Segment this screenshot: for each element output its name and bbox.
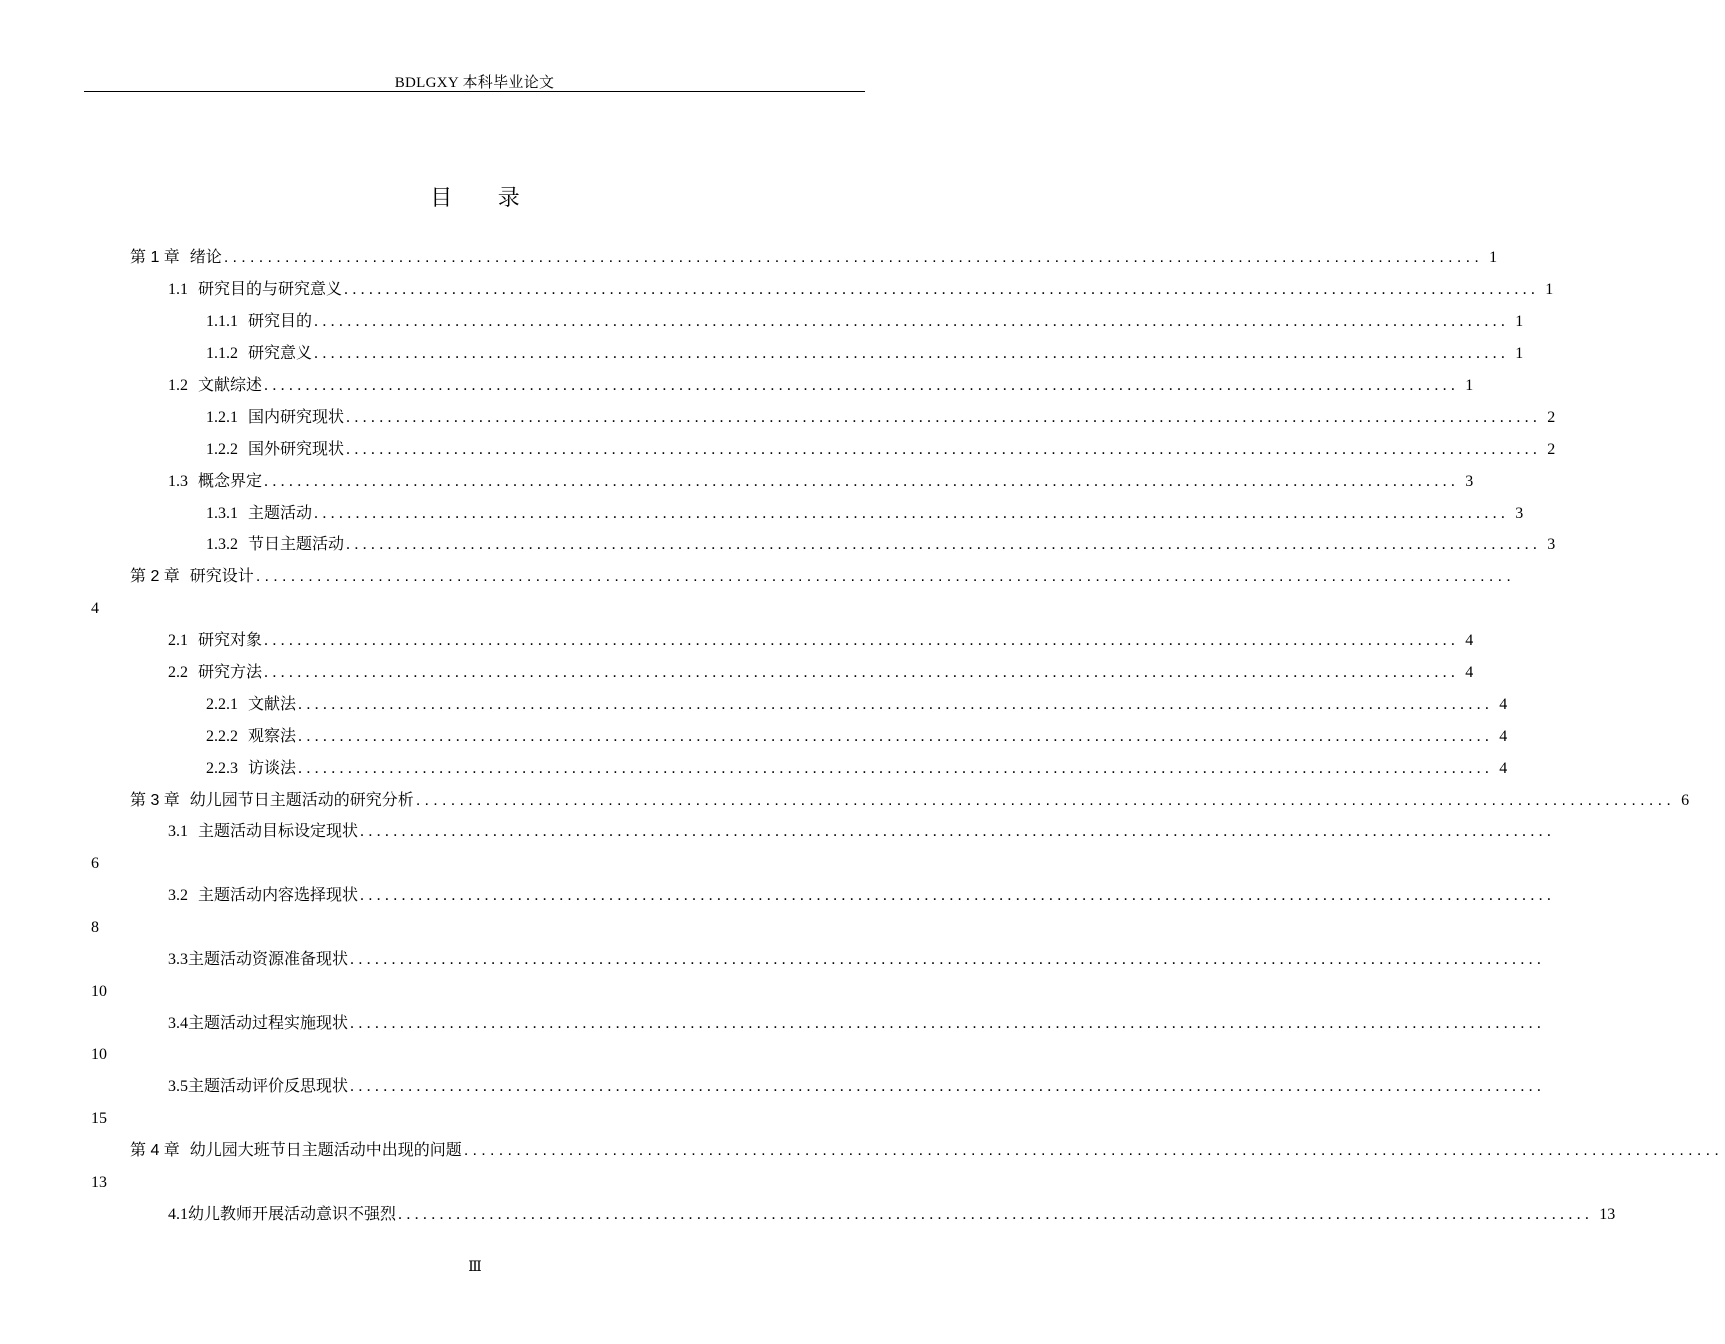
toc-entry-number: 1.1.1	[206, 313, 238, 330]
toc-leader-dots: ................................................................................................................................................	[360, 887, 1556, 904]
toc-entry-label: 国内研究现状	[248, 409, 345, 426]
toc-entry-number: 第 1 章	[130, 249, 180, 266]
toc-entry-page: 10	[91, 983, 107, 1000]
toc-entry-label: 幼儿园节日主题活动的研究分析	[189, 792, 414, 809]
toc-entry-label: 研究意义	[248, 345, 313, 362]
toc-entry-label: 主题活动资源准备现状	[188, 951, 349, 968]
toc-entry-label: 研究目的	[248, 313, 313, 330]
toc-entry-number: 第 3 章	[130, 792, 180, 809]
toc-entry-page: 6	[91, 855, 99, 872]
toc-entry-page: 4	[1499, 760, 1508, 777]
toc-entry-page: 3	[1547, 536, 1556, 553]
toc-entry-label: 文献综述	[198, 377, 263, 394]
toc-leader-dots: ................................................................................................................................................	[255, 568, 1516, 585]
toc-entry-number: 2.1	[168, 632, 188, 649]
toc-entry-page: 4	[1465, 632, 1474, 649]
toc-leader-dots: ................................................................................................................................................	[264, 664, 1460, 681]
running-header: BDLGXY 本科毕业论文	[394, 75, 555, 91]
toc-leader-dots: ................................................................................................................................................	[360, 823, 1556, 840]
toc-entry-page: 6	[1681, 792, 1690, 809]
toc-entry-number: 1.3.2	[206, 536, 238, 553]
toc-entry-number: 1.1.2	[206, 345, 238, 362]
toc-entry-label: 主题活动目标设定现状	[198, 823, 359, 840]
toc-entry-label: 研究方法	[198, 664, 263, 681]
toc-entry-number: 2.2.2	[206, 728, 238, 745]
toc-entry-number: 1.1	[168, 281, 188, 298]
toc-leader-dots: ................................................................................................................................................	[350, 951, 1546, 968]
toc-title: 目 录	[430, 185, 540, 210]
page-number: Ⅲ	[468, 1260, 482, 1275]
toc-entry[interactable]	[206, 759, 1508, 779]
toc-entry-number: 3.2	[168, 887, 188, 904]
toc-leader-dots: ................................................................................................................................................	[223, 249, 1484, 266]
toc-entry[interactable]	[206, 312, 1524, 332]
toc-entry-label: 文献法	[248, 696, 297, 713]
toc-entry-page: 8	[91, 919, 99, 936]
toc-entry-number: 2.2.3	[206, 760, 238, 777]
toc-leader-dots: ................................................................................................................................................	[314, 505, 1510, 522]
toc-entry-page: 13	[1599, 1206, 1616, 1223]
toc-leader-dots: ................................................................................................................................................	[398, 1206, 1594, 1223]
toc-entry-label: 研究目的与研究意义	[198, 281, 343, 298]
toc-entry[interactable]	[206, 344, 1524, 364]
toc-entry[interactable]	[168, 886, 1556, 906]
toc-entry[interactable]	[130, 248, 1498, 268]
toc-entry[interactable]	[130, 1141, 1724, 1161]
toc-entry[interactable]	[130, 791, 1690, 811]
toc-entry-page: 10	[91, 1046, 107, 1063]
toc-entry[interactable]	[168, 472, 1474, 492]
toc-leader-dots: ................................................................................................................................................	[298, 696, 1494, 713]
toc-leader-dots: ................................................................................................................................................	[346, 536, 1542, 553]
toc-entry-number: 1.2	[168, 377, 188, 394]
toc-entry-label: 主题活动内容选择现状	[198, 887, 359, 904]
toc-entry-number: 3.3	[168, 951, 188, 968]
toc-entry-page: 1	[1465, 377, 1474, 394]
toc-leader-dots: ................................................................................................................................................	[350, 1015, 1546, 1032]
toc-entry-label: 研究对象	[198, 632, 263, 649]
toc-entry-page: 1	[1515, 313, 1524, 330]
toc-leader-dots: ................................................................................................................................................	[314, 313, 1510, 330]
toc-entry-page: 13	[91, 1174, 107, 1191]
header-rule	[84, 91, 865, 92]
toc-entry[interactable]	[168, 1077, 1546, 1097]
toc-entry[interactable]	[206, 535, 1556, 555]
toc-entry[interactable]	[168, 663, 1474, 683]
toc-entry-label: 绪论	[189, 249, 222, 266]
toc-entry-page: 2	[1547, 441, 1556, 458]
toc-entry[interactable]	[168, 950, 1546, 970]
toc-leader-dots: ................................................................................................................................................	[264, 377, 1460, 394]
toc-entry[interactable]	[206, 440, 1556, 460]
toc-entry-label: 主题活动	[248, 505, 313, 522]
toc-entry[interactable]	[206, 695, 1508, 715]
toc-entry-number: 2.2	[168, 664, 188, 681]
toc-entry-page: 4	[1499, 728, 1508, 745]
toc-entry-page: 1	[1489, 249, 1498, 266]
toc-entry-number: 3.1	[168, 823, 188, 840]
toc-entry[interactable]	[168, 1014, 1546, 1034]
toc-entry-label: 观察法	[248, 728, 297, 745]
toc-entry[interactable]	[168, 376, 1474, 396]
toc-leader-dots: ................................................................................................................................................	[298, 760, 1494, 777]
toc-entry-number: 1.3.1	[206, 505, 238, 522]
toc-entry-page: 1	[1545, 281, 1554, 298]
toc-leader-dots: ................................................................................................................................................	[298, 728, 1494, 745]
toc-entry-label: 主题活动评价反思现状	[188, 1078, 349, 1095]
toc-entry-page: 2	[1547, 409, 1556, 426]
toc-entry[interactable]	[168, 1205, 1616, 1225]
toc-leader-dots: ................................................................................................................................................	[264, 473, 1460, 490]
toc-entry-label: 幼儿教师开展活动意识不强烈	[188, 1206, 397, 1223]
toc-entry[interactable]	[168, 822, 1556, 842]
toc-entry-number: 1.2.2	[206, 441, 238, 458]
toc-leader-dots: ................................................................................................................................................	[264, 632, 1460, 649]
toc-entry[interactable]	[206, 408, 1556, 428]
toc-leader-dots: ................................................................................................................................................	[346, 441, 1542, 458]
toc-leader-dots: ................................................................................................................................................	[344, 281, 1540, 298]
toc-entry-page: 3	[1465, 473, 1474, 490]
toc-entry-number: 3.5	[168, 1078, 188, 1095]
toc-entry-label: 幼儿园大班节日主题活动中出现的问题	[189, 1142, 462, 1159]
toc-entry-page: 3	[1515, 505, 1524, 522]
toc-leader-dots: ................................................................................................................................................	[314, 345, 1510, 362]
toc-entry-number: 1.3	[168, 473, 188, 490]
toc-entry-page: 1	[1515, 345, 1524, 362]
toc-leader-dots: ................................................................................................................................................	[415, 792, 1676, 809]
toc-entry-number: 1.2.1	[206, 409, 238, 426]
toc-entry-label: 访谈法	[248, 760, 297, 777]
toc-entry-page: 4	[1499, 696, 1508, 713]
toc-entry-number: 第 2 章	[130, 568, 180, 585]
toc-entry-number: 2.2.1	[206, 696, 238, 713]
toc-entry-page: 4	[91, 600, 99, 617]
toc-entry[interactable]	[168, 631, 1474, 651]
toc-entry-label: 研究设计	[189, 568, 254, 585]
toc-entry-label: 节日主题活动	[248, 536, 345, 553]
toc-entry[interactable]	[206, 727, 1508, 747]
toc-entry-number: 4.1	[168, 1206, 188, 1223]
toc-entry-label: 主题活动过程实施现状	[188, 1015, 349, 1032]
toc-entry[interactable]	[206, 504, 1524, 524]
toc-leader-dots: ................................................................................................................................................	[463, 1142, 1724, 1159]
toc-entry-number: 3.4	[168, 1015, 188, 1032]
toc-entry[interactable]	[130, 567, 1516, 587]
toc-entry-number: 第 4 章	[130, 1142, 180, 1159]
toc-entry-page: 4	[1465, 664, 1474, 681]
toc-leader-dots: ................................................................................................................................................	[350, 1078, 1546, 1095]
toc-entry-label: 国外研究现状	[248, 441, 345, 458]
toc-entry-page: 15	[91, 1110, 107, 1127]
toc-leader-dots: ................................................................................................................................................	[346, 409, 1542, 426]
toc-entry-label: 概念界定	[198, 473, 263, 490]
toc-entry[interactable]	[168, 280, 1554, 300]
